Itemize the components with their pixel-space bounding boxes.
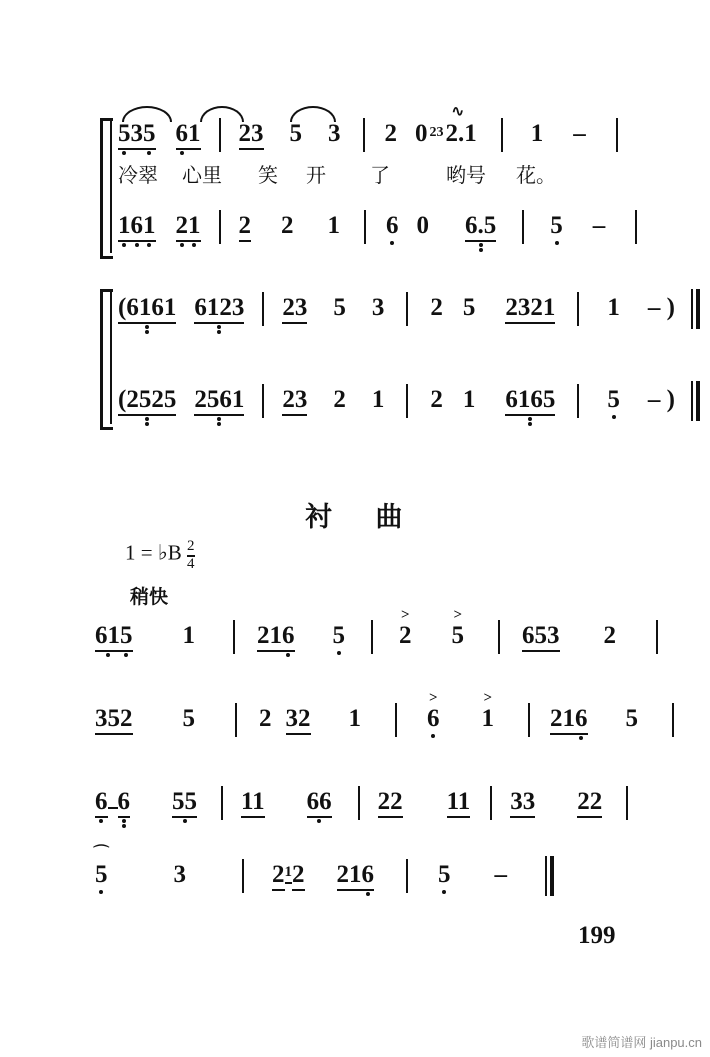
accent-icon: > [483,689,493,706]
note: 6 [95,789,108,818]
note: 1 [327,212,340,239]
note: 65 [522,623,547,652]
note: 6 [131,213,144,242]
note: 6 [362,862,375,891]
key-signature: 1 = ♭B $\frac{2}{4}$ [125,538,195,572]
note: 2 [430,385,443,413]
barline [233,620,235,654]
note: 6 [386,212,399,239]
note: 2 [281,212,294,239]
accent-icon: > [400,606,410,623]
barline [577,292,579,326]
chenqu-line-4 [93,844,553,898]
note: ∿ 2.1 [445,104,477,147]
note: 3 [295,295,308,324]
system-1-lower-row [118,212,637,246]
note: 2 [282,387,295,416]
slur [200,106,244,122]
barline [242,859,244,893]
note: 3 [371,293,385,321]
note: 2 [282,295,295,324]
note: 32 [286,706,311,735]
slur [122,106,172,122]
hold-dash: – ) [647,293,675,321]
barline [635,210,637,244]
note: 2 [430,293,443,321]
note: 3 [547,623,560,652]
chenqu-line-2 [95,689,674,739]
note: 61 [95,623,120,652]
barline [577,384,579,418]
end-barline [691,289,699,329]
accent-icon: > [453,606,463,623]
barline [672,703,674,737]
note: 2 [120,706,133,735]
note: 3 [251,121,264,150]
note: 2 [272,862,285,891]
note-group: 6165 [505,387,555,416]
hold-dash: – ) [647,385,675,413]
note: 1 [182,621,195,649]
watermark [581,1032,702,1051]
note-group: 2321 [505,295,555,324]
barline [498,620,500,654]
system-1-upper-row [118,104,618,154]
note-group: 11 [447,789,471,818]
note: 5 [120,623,133,652]
note: 3 [173,860,186,888]
barline [522,210,524,244]
chenqu-line-1 [95,606,658,656]
chenqu-line-3 [95,788,628,822]
note: > 6 [427,689,440,732]
note: 1 [607,293,620,321]
note: 0 [415,120,428,147]
note: 1 [530,120,544,147]
trill-icon: ∿ [451,104,463,120]
note-group: (2525 [118,387,176,416]
lyric: 开 [306,165,326,187]
section-title: 衬 曲 [305,502,421,532]
barline [406,384,408,418]
barline [395,703,397,737]
note: ⌒ 5 [93,844,110,888]
time-signature: $\frac{2}{4}$ [187,538,195,572]
note: 2 [292,862,305,891]
note: 0 [416,212,429,239]
note: 2 [239,121,252,150]
slur [290,106,336,122]
note-group: 6123 [194,295,244,324]
note-group: 2561 [194,387,244,416]
system-1-lyrics-row [118,166,556,187]
note: 5 [550,212,563,239]
note: 3 [295,387,308,416]
end-barline [691,381,699,421]
note: 5 [289,120,302,147]
note-group: 22 [378,789,403,818]
note: 5 [438,860,451,888]
note: 6 [176,121,189,150]
system-2-brace-inner [110,289,112,424]
note: 5 [462,293,476,321]
note: 1 [188,121,201,150]
note: > 2 [399,606,412,649]
note: 3 [328,120,341,147]
note: 3 [131,121,144,150]
barline [358,786,360,820]
note-group: (6161 [118,295,176,324]
tempo-marking: 稍快 [130,587,169,608]
page-number: 199 [578,922,616,949]
barline [262,384,264,418]
hold-dash: – [573,120,586,147]
note-group: 11 [241,789,265,818]
barline [490,786,492,820]
hold-dash: – [494,860,507,888]
note-group: 66 [307,789,332,818]
lyric: 冷翠 [118,165,158,187]
lyric: 心里 [182,165,222,187]
lyric: 笑 [258,165,278,187]
barline [626,786,628,820]
note: 1 [371,385,385,413]
note: 21 [337,862,362,891]
barline [501,118,503,152]
note: 2 [259,704,272,732]
barline [406,292,408,326]
barline [364,210,366,244]
barline [221,786,223,820]
note: 1 [188,213,201,242]
lyric: 了 [370,165,390,187]
note: 5 [607,385,620,413]
note: 5 [118,121,131,150]
note: 6.5 [465,213,496,242]
note: 5 [143,121,156,150]
note: 6 [282,623,295,652]
note: 2 [239,213,252,242]
barline [235,703,237,737]
note: > 5 [451,606,464,649]
fermata-icon: ⌒ [93,844,110,862]
note: 2 [384,120,397,147]
barline [219,210,221,244]
system-1-brace-inner [110,118,112,253]
barline [262,292,264,326]
note: 5 [332,621,345,649]
note: 1 [462,385,476,413]
grace-notes: 23 [429,125,444,140]
note: 1 [348,704,361,732]
watermark-text: 歌谱简谱网 jianpu.cn [581,1035,702,1050]
note: 21 [257,623,282,652]
note: 2 [176,213,189,242]
note: 5 [333,293,346,321]
barline [656,620,658,654]
barline [528,703,530,737]
end-barline [545,856,553,896]
tuplet-number: 1 [285,865,293,884]
system-2-lower-row [118,383,699,423]
barline [406,859,408,893]
note: 6 [118,789,131,818]
note: 1 [118,213,131,242]
note: 1 [143,213,156,242]
note: 21 [550,706,575,735]
note: 6 [575,706,588,735]
note: 5 [625,704,638,732]
note-group: 22 [577,789,602,818]
lyric: 哟号 [446,165,486,187]
note: 2 [603,621,616,649]
note-group: 55 [172,789,197,818]
note: 5 [182,704,195,732]
accent-icon: > [428,689,438,706]
system-2-upper-row [118,291,699,331]
note-group: 33 [510,789,535,818]
note: > 1 [481,689,494,732]
lyric: 花。 [516,165,556,187]
note: 2 [333,385,346,413]
barline [616,118,618,152]
barline [219,118,221,152]
hold-dash: – [592,212,606,239]
barline [363,118,365,152]
barline [371,620,373,654]
note: 35 [95,706,120,735]
